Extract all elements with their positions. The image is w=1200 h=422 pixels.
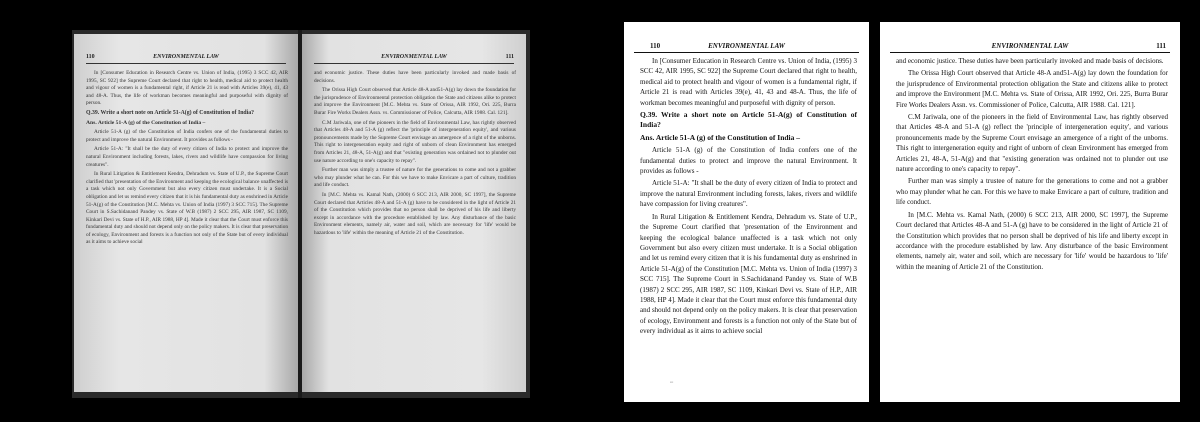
paragraph: Article 51-A: "It shall be the duty of every citizen of India to protect and improve the natural Environment including forests, lakes, rivers and wildlife have compassion for living creatures". <box>86 146 288 168</box>
paragraph: Article 51-A (g) of the Constitution of India confers one of the fundamental duties to protect and improve the natural Environment. It provides as follows - <box>86 129 288 143</box>
paragraph: In Rural Litigation & Entitlement Kendra, Dehradum vs. State of U.P., the Supreme Court clarified that 'presentation of the Environment and keeping the ecological balance unaffected is a task which not only Government but also every citizen must undertake. It is a Social obligation and let us remind every citizen that it is his fundamental duty as enshrined in Article 51-A(g) of the Constitution [M.C. Mehta vs. Union of India (1997) 3 SCC 715]. The Supreme Court in S.Sachidanand Pandey vs. State of W.B (1987) 2 SCC 295, AIR 1987, SC 1109, Kinkari Devi vs. State of H.P., AIR 1988, HP 4]. Made it clear that the Court must enforce this fundamental duty and should not depend only on the policy makers. It is clear that preservation of ecology, Environment and forests is a function not only of the State but of every individual as it aims to achieve social <box>86 171 288 246</box>
paragraph: C.M Jariwala, one of the pioneers in the field of Environmental Law, has rightly observed that Articles 48-A and 51-A (g) reflect the 'principle of intergeneration equity', and various pronouncements made by the Supreme Court envisage an amergence of a right of the unborns. This right to intergeneration equity and right of unborn of clean Environment has emerged from Articles 21, 48-A, 51-A(g) and that "existing generation was ordained not to plunder out use nature according to one's capacity to repay". <box>314 119 516 164</box>
paragraph: Article 51-A: "It shall be the duty of every citizen of India to protect and improve the natural Environment including forests, lakes, rivers and wildlife have compassion for living creatures". <box>640 179 857 209</box>
page-body <box>314 70 516 239</box>
header-rule <box>314 63 514 64</box>
running-title: ENVIRONMENTAL LAW <box>991 42 1069 50</box>
page-body <box>640 56 857 339</box>
book-right-page <box>302 34 526 392</box>
paragraph: The Orissa High Court observed that Article 48-A and51-A(g) lay down the foundation for the jurisprudence of Environmental protection obligation the State and citizens alike to protect and improve the Environment [M.C. Mehta vs. State of Orissa, AIR 1992, Ori. 225, Burra Burar Fire Works Dealers Assn. vs. Commissioner of Police, Calcutta, AIR 1988. Cal. 121]. <box>314 87 516 116</box>
answer-heading: Ans. Article 51-A (g) of the Constitution of India – <box>640 132 801 142</box>
book-left-page <box>74 34 298 392</box>
scanned-pages-panel <box>600 0 1200 422</box>
page-body <box>86 70 288 249</box>
scan-mark: ▪▪▪ <box>670 380 674 384</box>
paragraph: In [Consumer Education in Research Centre vs. Union of India, (1995) 3 SCC 42, AIR 1995, SC 922] the Supreme Court declared that right to health, medical aid to protect health and vigour of women is a fundamental right, if Article 21 is read with Articles 39(e), 41, 43 and 48-A. Thus, the life of workman becomes meaningful and purposeful with dignity of person. <box>640 57 857 107</box>
page-number: 110 <box>86 54 95 60</box>
page-number: 111 <box>505 54 514 60</box>
paragraph: The Orissa High Court observed that Article 48-A and51-A(g) lay down the foundation for the jurisprudence of Environmental protection obligation the State and citizens alike to protect and improve the Environment [M.C. Mehta vs. State of Orissa, AIR 1992, Ori. 225, Burra Burar Fire Works Dealers Assn. vs. Commissioner of Police, Calcutta, AIR 1988. Cal. 121]. <box>896 69 1168 109</box>
paragraph: and economic justice. These duties have been particularly invoked and made basis of decisions. <box>314 70 516 84</box>
page-number: 111 <box>1156 42 1166 50</box>
header-rule <box>86 63 286 64</box>
header-rule <box>890 52 1170 53</box>
running-title: ENVIRONMENTAL LAW <box>381 54 447 60</box>
question-heading: Q.39. Write a short note on Article 51-A(g) of Constitution of India? <box>86 109 255 116</box>
scanned-right-page <box>880 22 1180 402</box>
scanned-left-page <box>624 22 869 402</box>
page-header <box>634 42 859 51</box>
page-number: 110 <box>650 42 661 50</box>
header-rule <box>634 52 859 53</box>
running-title: ENVIRONMENTAL LAW <box>153 54 219 60</box>
paragraph: C.M Jariwala, one of the pioneers in the field of Environmental Law, has rightly observed that Articles 48-A and 51-A (g) reflect the 'principle of intergeneration equity', and various pronouncements made by the Supreme Court envisage an amergence of a right of the unborns. This right to intergeneration equity and right of unborn of clean Environment has emerged from Articles 21, 48-A, 51-A(g) and that "existing generation was ordained not to plunder out use nature according to one's capacity to repay". <box>896 113 1168 174</box>
page-header <box>890 42 1170 51</box>
paragraph: Further man was simply a trustee of nature for the generations to come and not a grabber who may plunder what he can. For this we have to make Envicare a part of culture, tradition and life conduct. <box>314 167 516 189</box>
page-body <box>896 56 1168 274</box>
paragraph: In [M.C. Mehta vs. Kamal Nath, (2000) 6 SCC 213, AIR 2000, SC 1997], the Supreme Court declared that Articles 48-A and 51-A (g) have to be considered in the light of Article 21 of the Constitution which provides that no person shall be deprived of his life and liberty except in accordance with the procedure established by law. Any disturbance of the basic Environment elements, namely air, water and soil, which are necessary for 'life' would be hazardous to 'life' within the meaning of Article 21 of the Constitution. <box>896 210 1168 271</box>
paragraph: and economic justice. These duties have been particularly invoked and made basis of decisions. <box>896 57 1164 65</box>
paragraph: In [M.C. Mehta vs. Kamal Nath, (2000) 6 SCC 213, AIR 2000, SC 1997], the Supreme Court declared that Articles 48-A and 51-A (g) have to be considered in the light of Article 21 of the Constitution which provides that no person shall be deprived of his life and liberty except in accordance with the procedure established by law. Any disturbance of the basic Environment elements, namely air, water and soil, which are necessary for 'life' would be hazardous to 'life' within the meaning of Article 21 of the Constitution. <box>314 191 516 236</box>
paragraph: Article 51-A (g) of the Constitution of India confers one of the fundamental duties to protect and improve the natural Environment. It provides as follows - <box>640 146 857 176</box>
running-title: ENVIRONMENTAL LAW <box>708 42 785 50</box>
paragraph: In [Consumer Education in Research Centre vs. Union of India, (1995) 3 SCC 42, AIR 1995, SC 922] the Supreme Court declared that right to health, medical aid to protect health and vigour of women is a fundamental right, if Article 21 is read with Articles 39(e), 41, 43 and 48-A. Thus, the life of workman becomes meaningful and purposeful with dignity of person. <box>86 70 288 107</box>
open-book <box>72 30 530 398</box>
paragraph: Further man was simply a trustee of nature for the generations to come and not a grabber who may plunder what he can. For this we have to make Envicare a part of culture, tradition and life conduct. <box>896 177 1168 207</box>
question-heading: Q.39. Write a short note on Article 51-A(g) of Constitution of India? <box>640 110 857 130</box>
paragraph: In Rural Litigation & Entitlement Kendra, Dehradum vs. State of U.P., the Supreme Court clarified that 'presentation of the Environment and keeping the ecological balance unaffected is a task which not only Government but also every citizen must undertake. It is a Social obligation and let us remind every citizen that it is his fundamental duty as enshrined in Article 51-A(g) of the Constitution [M.C. Mehta vs. Union of India (1997) 3 SCC 715]. The Supreme Court in S.Sachidanand Pandey vs. State of W.B (1987) 2 SCC 295, AIR 1987, SC 1109, Kinkari Devi vs. State of H.P., AIR 1988, HP 4]. Made it clear that the Court must enforce this fundamental duty and should not depend only on the policy makers. It is clear that preservation of ecology, Environment and forests is a function not only of the State but of every individual as it aims to achieve social <box>640 212 857 336</box>
answer-heading: Ans. Article 51-A (g) of the Constitution of India – <box>86 119 206 126</box>
